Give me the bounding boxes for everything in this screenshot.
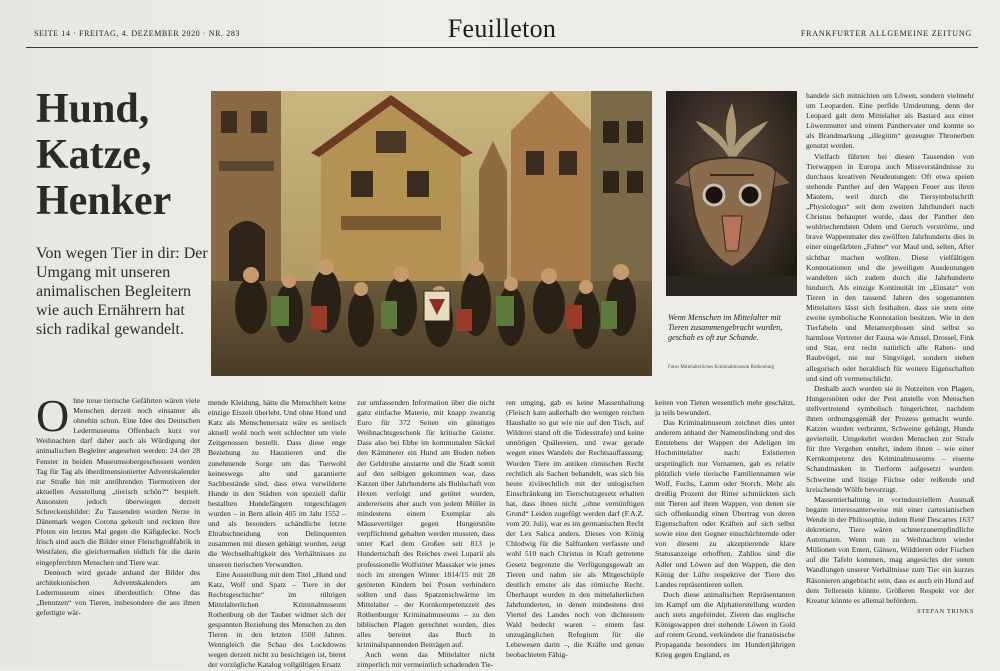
newspaper-name: FRANKFURTER ALLGEMEINE ZEITUNG bbox=[800, 29, 972, 38]
article-column-5 bbox=[655, 398, 795, 660]
paragraph: ren umging, gab es keine Massenhaltung (Fleisch kam außerhalb der wenigen reichen Haushalte so gut wie nie auf den Tisch, auf Wilderei stand oft die Todesstrafe) und keine unnötigen Quälereien, und zwar gerade wegen eines Wandels der Rechtsauffassung: Wurden Tiere im antiken römischen Recht rechtlich als Sachen behandelt, was sich bis heute zivilrechtlich mit der unlogischen Einschränkung im Tierschutzgesetz erhalten hat, dass ihnen nicht „ohne vernünftigen Grund“ Leiden zugefügt werden darf (F.A.Z. vom 20. Juli), war es im germanischen Recht der Lex Salica anders. Dieses von König Chlodwig für die Salfranken verfasste und wohl 510 nach Christus in Kraft getretene Gesetz begrenzte die Verfügungsgewalt an Tieren und nahm sie als Mitgeschöpfe deutlich ernster als das römische Recht. Überhaupt wurden in den mittelalterlichen Jahrhunderten, in denen mindestens drei Viertel des Landes noch von dichtestem Wald bedeckt waren – einem fast unzugänglichen Refugium für die Lebewesen darin –, die Kräfte und genau beobachteten Fähig- bbox=[506, 398, 644, 660]
paragraph: mende Kleidung, hätte die Menschheit keine einzige Eiszeit überlebt. Und ohne Hund und Katz als Menschenersatz wäre es seelisch aktuell wohl noch weit schlechter um viele Zeitgenossen bestellt. Dass diese enge Beziehung zu Haustieren und die zunehmende Sorge um das Tierwohl keineswegs alte und garantierte Sachbestände sind, dass etwa verwilderte Hunde in den Städten von speziell dafür bestallten Hundefängern totgeschlagen wurden – in Bern allein 405 im Jahr 1552 – und als besonders schändliche letzte Ehrabschneidung von Delinquenten zusammen mit diesen gehängt wurden, zeigt die Wechselhaftigkeit des Verhältnisses zu unseren tierischen Verwandten. bbox=[208, 398, 346, 569]
paragraph: Eine Ausstellung mit dem Titel „Hund und Katz, Wolf und Spatz – Tiere in der Rechtsgeschichte“ im rührigen Mittelalterlichen Kriminalmuseum Rothenburg ob der Tauber widmet sich der gespannten Beziehung des Menschen zu den Tieren in den letzten 1500 Jahren. Wenngleich die Schau des Lockdowns wegen derzeit nicht zu besichtigen ist, bietet der vorzügliche Katalog vollgültigen Ersatz bbox=[208, 569, 346, 670]
paragraph: Das Kriminalmuseum zeichnet dies unter anderem anhand der Namensfindung und des Entstehens der Wappen der Adeligen im Hochmittelalter nach: Existierten ursprünglich nur Vornamen, gab es relativ plötzlich viele tierische Familiennamen wie Wolf, Fuchs, Lamm oder Storch. Mehr als dreißig Prozent der Ritter schmückten sich mit Tieren auf ihren Wappen, von denen sie sich offenkundig einen Übertrag von deren Eigenschaften oder Kräften auf sich selbst sowie eine den Gegner einschüchternde oder von diesem zu akzeptierende klare Statusanzeige erhofften. Zahllos sind die Adler und Löwen auf den Wappen, die den König der Lüfte respektive der Tiere des Landes repräsentieren sollen. bbox=[655, 418, 795, 589]
paragraph: Massentierhaltung in vorindustriellem Ausmaß begann interessanterweise mit einer cartesianischen Wende in der Philosophie, indem René Descartes 1637 dekretierte, Tiere wären schmerzunempfindliche Automaten. Wenn nun zu Weihnachten wieder Millionen von Enten, Gänsen, Wildtieren oder Fischen auf die Tafeln kommen, mag angesichts der steten Wandlungen unserer Verhältnisse zum Tier ein kurzes Räsonieren angebracht sein, dass es auch ein Hund auf dem Tellersein könnte. Größeren Respekt vor der Kreatur könnte es allemal befördern. bbox=[806, 494, 974, 605]
paragraph: keiten von Tieren wesentlich mehr geschätzt, ja teils bewundert. bbox=[655, 398, 795, 418]
article-column-1 bbox=[36, 390, 200, 656]
headline: Hund, Katze, Henker bbox=[36, 86, 172, 224]
section-title: Feuilleton bbox=[447, 14, 557, 43]
medieval-town-illustration bbox=[211, 91, 652, 376]
image-caption: Wenn Menschen im Mittelalter mit Tieren zusammengebracht wurden, geschah es oft zur Schande. bbox=[668, 313, 783, 342]
article-column-3 bbox=[357, 398, 495, 670]
paragraph: Deshalb auch wurden sie in Notzeiten von Plagen, Hungersnöten oder der Pest anstelle von Menschen stellvertretend symbolisch hingerichtet, nachdem ihnen ordnungsgemäß der Prozess gemacht wurde. Katzen wurden verbrannt, Schweine gehängt, Hunde gevierteilt. Umgekehrt wurden Menschen zur Strafe für ihre Vergehen entehrt, indem ihnen – wie einer Kernkompetenz des Kriminalmuseums – eiserne Schandmasken in Tierform aufgesetzt wurden: Schweine und listige Füchse oder reißende und kreischende Wölfe bevorzugt. bbox=[806, 383, 974, 494]
paragraph: Doch diese animalischen Repräsentanten im Kampf um die Alphatierstellung wurden auch stets angefeindet. Zieren das englische Königswappen drei stehende Löwen in Gold auf rotem Grund, verkündete die französische Propaganda besonders im Hundertjährigen Krieg gegen England, es bbox=[655, 589, 795, 660]
drop-cap: O bbox=[36, 390, 70, 441]
author-byline: STEFAN TRINKS bbox=[917, 607, 974, 615]
paragraph: zur umfassenden Information über die nicht ganz einfache Materie, mit knapp zwanzig Euro für 372 Seiten ein günstiges Weihnachtsgeschenk für kritische Geister. Dass also bei Ebbe im kommunalen Säckel den Kämmerer ein Hund am Boden neben der Geldtruhe anstarrte und die Stadt somit auf den selbigen gekommen war, dass Katzen über Jahrhunderte als Buhlschaft von Hexen verfolgt und getötet wurden, andererseits aber auch von jedem Müller in mindestens einem Exemplar als Mäusevertilger gegen Hungersnöte verpflichtend gehalten werden mussten, dass unter Karl dem Großen seit 813 je Hundertschaft des Reiches zwei Luparii als professionelle Wolfstöter Massaker wie jenes noch im strengen Winter 1814/15 mit 28 getöteten Kindern bei Posen verhindern sollten und dass Spatzenschwärme im Mittelalter – der Kornkompetenzzeit des Rothenburger Kriminalmuseums – zu den biblischen Plagen gerechnet wurden, dies alles bereitet das Buch in kriminalspannenden Beiträgen auf. bbox=[357, 398, 495, 650]
paragraph: hne treue tierische Gefährten wären viele Menschen derzeit noch einsamer als ohnehin schon. Eine Idee des Deutschen Ledermuseums Offenbach kurz vor Weihnachten darf daher auch als Würdigung der animalischen Begleiter angesehen werden: 24 der 28 Fenster in beiden Museumsobergeschossen werden Tag für Tag als überdimensionierter Adventskalender zur Straße hin mit anrührenden Tiermotiven der aktuellen Ausstellung „tierisch schön?“ bespielt. Ansonsten jedoch überwiegen derzeit Schreckensbilder: Zu Tausenden wurden Nerze in Dänemark wegen Corona gekeult und reckten ihre Pfoten ein letztes Mal gegen die Käfigdecke. Noch frisch sind auch die Bilder einer Fleischgroßfabrik in Westfalen, die gleichermaßen tödlich für die darin eingepferchten Menschen und Tiere war. bbox=[36, 396, 200, 567]
paragraph: Dennoch wird gerade anhand der Bilder des architektonischen Adventskalenders am Ledermuseum eines überdeutlich: Ohne das „Benutzen“ von Tieren, insbesondere die aus ihnen gefertigte wär- bbox=[36, 567, 200, 617]
paragraph: Auch wenn das Mittelalter nicht zimperlich mit vermeintlich schadenden Tie- bbox=[357, 650, 495, 670]
photo-credit: Fotos Mittelalterliches Kriminalmuseum Rothenburg bbox=[668, 365, 775, 370]
paragraph: handele sich mitnichten um Löwen, sondern vielmehr um Leoparden. Eine perfide Umdeutung, denn der Leopard galt dem Mittelalter als Bastard aus einer Löwenmutter und einem Panthervater und konnte so als Brandmarkung „illegitim“ gezeugter Thronerben genutzt werden. bbox=[806, 91, 974, 151]
paragraph: Vielfach führten bei diesen Tausenden von Tierwappen in Europa auch Missverständnisse zu durchaus kreativen Neudeutungen: Oft etwa speien stehende Panther auf den Wappen Feuer aus ihren Mäulern, weil durch die Tiersymbolschrift „Physiologus“ seit dem zweiten Jahrhundert nach Christus behauptet wurde, dass der Panther den wohlriechendsten Odem und Geruch verströme, und brave Wappenmaler des zwölften Jahrhunderts dies in einer eingefärbten „Fahne“ vor Maul und, selten, After sichtbar machen wollten. Diese vielfältigen Konnotationen und die jeweiligen Ausdeutungen wandelten sich zudem durch die Jahrhunderte hindurch. Als einzige Kontinuität im „Einsatz“ von Tieren in den tausend Jahren des sogenannten Mittelalters lässt sich festhalten, dass sie stets eine zweite symbolische Konnotation besitzen. Wie in den Tierfabeln und Metamorphosen sind selbst so harmlose Vertreter der Fauna wie Amsel, Drossel, Fink und Star, erst recht natürlich alle Raben- und Raubvögel, nie nur Singvögel, sondern stehen allegorisch oder heraldisch für weitere Eigenschaften und sind oft vermenschlicht. bbox=[806, 151, 974, 383]
page-info: SEITE 14 · FREITAG, 4. DEZEMBER 2020 · NR. 283 bbox=[34, 29, 241, 38]
shame-mask-photo bbox=[666, 91, 797, 296]
article-column-2 bbox=[208, 398, 346, 670]
article-column-6 bbox=[806, 91, 974, 659]
subheadline: Von wegen Tier in dir: Der Umgang mit unseren animalischen Begleitern wie auch Ernährern hat sich radikal gewandelt. bbox=[36, 245, 208, 338]
masthead bbox=[26, 12, 978, 48]
article-column-4 bbox=[506, 398, 644, 660]
